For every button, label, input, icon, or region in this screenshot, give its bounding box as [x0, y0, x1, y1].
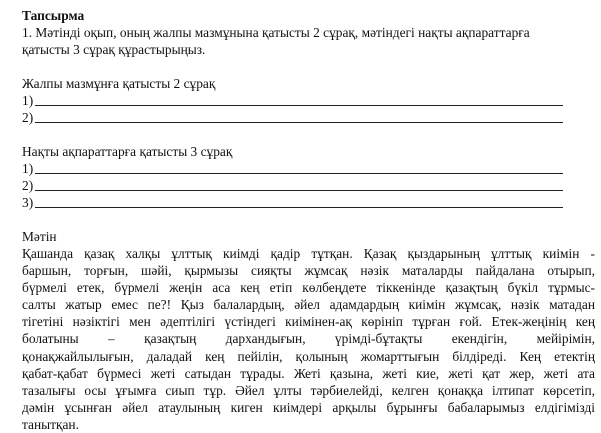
answer-line: [35, 190, 563, 191]
general-questions-heading: Жалпы мазмұнға қатысты 2 сұрақ: [22, 76, 216, 91]
general-question-row-1: [22, 92, 595, 109]
question-number: 3): [22, 195, 34, 210]
spacer: [22, 58, 595, 75]
question-number: 1): [22, 93, 34, 108]
text-line: тазалығы осы ұғымға сиып тұр. Әйел ұлты тәрбиелейді, келген қонаққа ілтипат көрсетіп,: [22, 382, 595, 398]
task-instruction-line-1: 1. Мәтінді оқып, оның жалпы мазмұнына қатысты 2 сұрақ, мәтіндегі нақты ақпараттарға: [22, 25, 530, 40]
question-number: 1): [22, 161, 34, 176]
question-number: 2): [22, 178, 34, 193]
text-line: болатыны – қазақтың дархандығын, үрімді-бұтақты екендігін, мейірімін,: [22, 331, 595, 347]
question-number: 2): [22, 110, 34, 125]
task-instruction-line-2: қатысты 3 сұрақ құрастырыңыз.: [22, 42, 206, 57]
general-question-row-2: [22, 109, 595, 126]
text-line: дәмін ұсынған әйел атаулының киген киімдері арқылы бұрынғы бабаларымыз елдігімізді: [22, 399, 595, 415]
answer-line: [35, 173, 563, 174]
text-line: танытқан.: [22, 416, 79, 432]
answer-line: [35, 122, 563, 123]
spacer: [22, 126, 595, 143]
text-line: салты жатыр емес пе?! Қыз балалардың, әйел адамдардың киімін жұмсақ, нәзік матадан: [22, 297, 595, 313]
answer-line: [35, 207, 563, 208]
text-line: баршын, торғын, шәйі, қырмызы сияқты жұмсақ нәзік маталарды пайдалана отырып,: [22, 263, 595, 279]
worksheet-page: [22, 7, 595, 433]
text-line: қонақжайлылығын, даладай кең пейілін, қолының жомарттығын білдіреді. Кең етектің: [22, 348, 595, 364]
specific-question-row-1: [22, 160, 595, 177]
answer-line: [35, 105, 563, 106]
text-heading: Мәтін: [22, 229, 57, 244]
spacer: [22, 211, 595, 228]
specific-questions-heading: Нақты ақпараттарға қатысты 3 сұрақ: [22, 144, 233, 159]
specific-question-row-2: [22, 177, 595, 194]
text-line: тігетіні нәзіктігі мен әдептілігі үстіндегі киімінен-ақ көрініп тұрған ғой. Етек-жеңінің кең: [22, 314, 595, 330]
text-line: қабат-қабат бүрмесі жеті сатыдан тұрады. Жеті қазына, жеті кие, жеті қат жер, жеті ата: [22, 365, 595, 381]
assignment-title: Тапсырма: [22, 8, 85, 23]
specific-question-row-3: [22, 194, 595, 211]
reading-text: [22, 245, 595, 433]
text-line: Қашанда қазақ халқы ұлттық киімді қадір тұтқан. Қазақ қыздарының ұлттық киімін -: [22, 246, 595, 261]
text-line: бүрмелі етек, бүрмелі жеңін аса кең етіп көлбеңдете тіккенінде қазақтың бүкіл тұрмыс-: [22, 280, 595, 296]
